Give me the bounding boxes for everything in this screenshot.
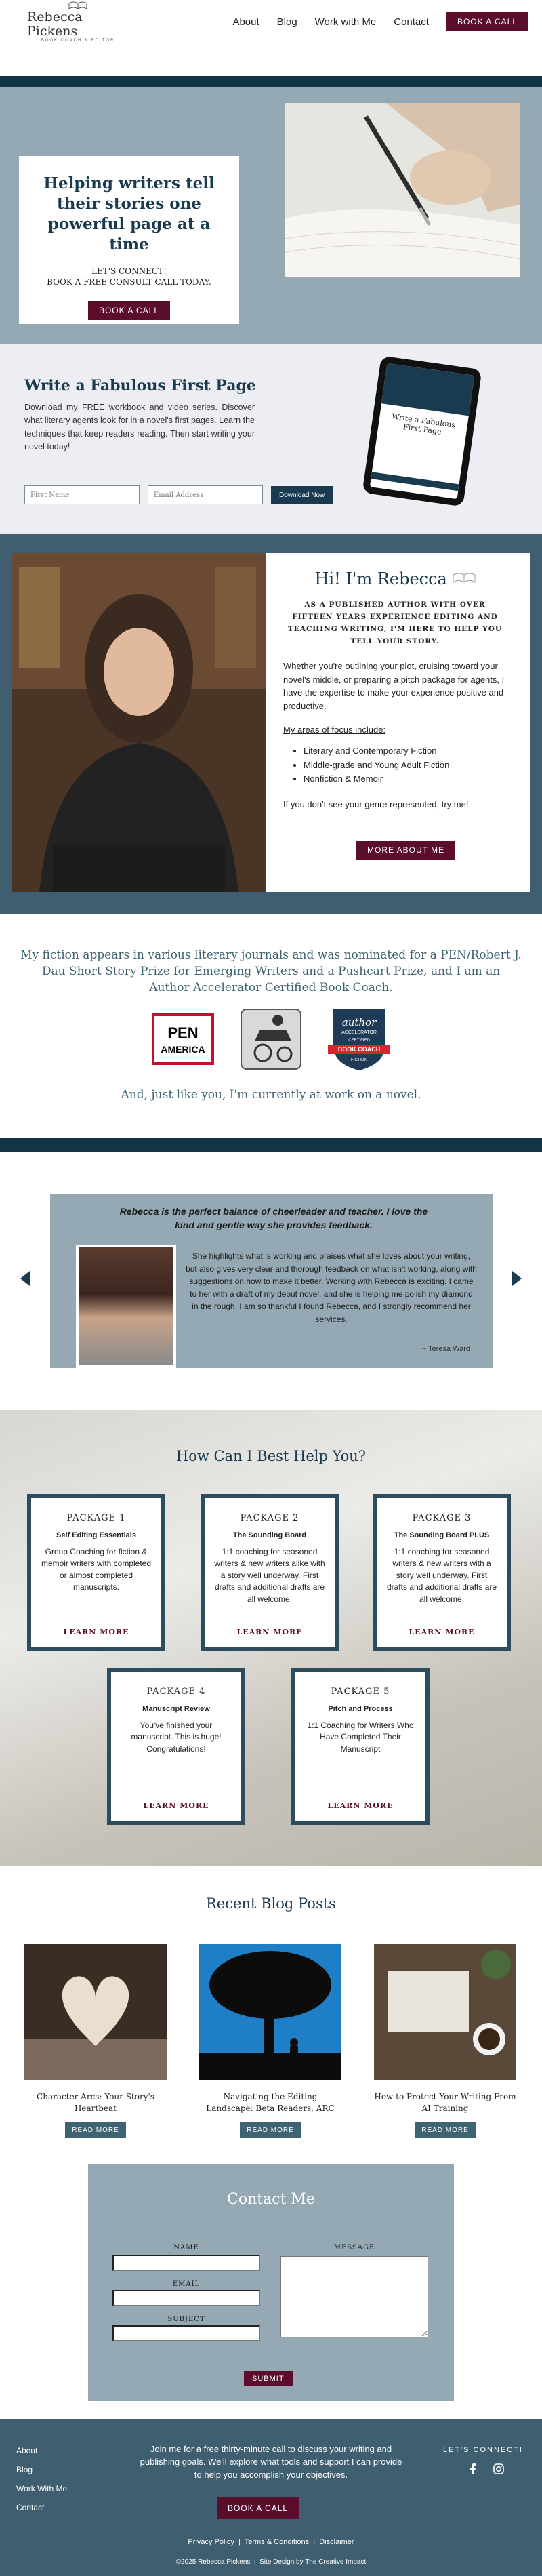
credentials-section [0, 914, 542, 1138]
hero-line-2: BOOK A FREE CONSULT CALL TODAY. [47, 277, 211, 287]
list-item: • Middle-grade and Young Adult Fiction [304, 759, 507, 772]
hero-book-call-button[interactable]: BOOK A CALL [88, 301, 170, 320]
about-greeting [283, 569, 507, 588]
post-image-tree-reader[interactable] [199, 1944, 341, 2080]
hero-card [19, 156, 239, 324]
package-name: PACKAGE 5 [331, 1687, 390, 1697]
package-name: PACKAGE 4 [146, 1687, 206, 1697]
separator: | [236, 2538, 245, 2546]
pen-text: PEN [167, 1024, 199, 1042]
contact-email-input[interactable] [112, 2290, 260, 2306]
facebook-icon[interactable] [467, 2463, 478, 2474]
workbook-title: Write a Fabulous First Page [24, 377, 256, 395]
footer-link-work-with-me[interactable]: Work With Me [16, 2484, 68, 2493]
learn-more-link[interactable]: LEARN MORE [327, 1801, 394, 1810]
site-header [0, 0, 542, 43]
separator: | [311, 2538, 320, 2546]
workbook-description: Download my FREE workbook and video series. Discover what literary agents look for in a novel's first pages. Learn the techniques that keep readers reading. Then start writing your novel today! [24, 403, 255, 452]
pushcart-prize-logo [237, 1005, 305, 1073]
main-nav [232, 12, 528, 31]
badge-author-text: author [341, 1016, 377, 1029]
badge-certified-text: CERTIFIED [348, 1039, 370, 1043]
badge-fiction-text: FICTION [351, 1058, 367, 1063]
package-name: PACKAGE 2 [240, 1513, 299, 1523]
rebecca-portrait [12, 553, 266, 892]
pen-america-logo [149, 1005, 217, 1073]
message-label: MESSAGE [333, 2244, 375, 2251]
post-title[interactable]: How to Protect Your Writing From AI Training [374, 2092, 516, 2113]
social-icons [467, 2463, 504, 2474]
package-description: You've finished your manuscript. This is huge! Congratulations! [131, 1720, 222, 1754]
contact-title: Contact Me [227, 2191, 315, 2208]
workbook-form [24, 485, 333, 504]
hero-title: Helping writers tell their stories one powerful page at a time [43, 174, 215, 254]
list-item: • Literary and Contemporary Fiction [304, 744, 507, 758]
testimonial-card [50, 1194, 493, 1368]
workbook-section [0, 344, 542, 534]
hero-section [0, 80, 542, 344]
footer-text: Join me for a free thirty-minute call to discuss your writing and publishing goals. We'll explore what tools and support I can provide to help you accomplish your objectives. [140, 2444, 402, 2480]
nav-blog[interactable]: Blog [276, 16, 297, 28]
lets-connect-label: LET'S CONNECT! [442, 2446, 523, 2454]
testimonial-author: ~ Teresa Ward [421, 1345, 470, 1353]
learn-more-link[interactable]: LEARN MORE [236, 1628, 303, 1636]
post-image-heart-book[interactable] [24, 1944, 167, 2080]
tablet-footer-bar [371, 472, 459, 491]
about-greeting-text: Hi! I'm Rebecca [314, 569, 447, 588]
testimonial-photo [76, 1245, 176, 1368]
name-input[interactable] [112, 2255, 260, 2271]
package-card-2 [201, 1494, 339, 1651]
list-item: • Nonfiction & Memoir [304, 772, 507, 786]
copyright [0, 2558, 542, 2566]
submit-button[interactable]: SUBMIT [244, 2371, 293, 2386]
post-title[interactable]: Character Arcs: Your Story's Heartbeat [37, 2092, 154, 2113]
read-more-button[interactable]: READ MORE [240, 2122, 301, 2138]
nav-work-with-me[interactable]: Work with Me [314, 16, 377, 28]
focus-list [283, 744, 507, 785]
logo[interactable] [27, 1, 129, 43]
logo-tagline: BOOK COACH & EDITOR [41, 38, 115, 43]
post-title[interactable]: Navigating the Editing Landscape: Beta Readers, ARC [206, 2092, 335, 2113]
disclaimer-link[interactable]: Disclaimer [319, 2538, 354, 2546]
blog-post-2 [199, 1944, 341, 2138]
package-subtitle: The Sounding Board [232, 1531, 307, 1539]
contact-section [0, 2164, 542, 2419]
post-image-desk-coffee[interactable] [374, 1944, 516, 2080]
america-text: AMERICA [161, 1044, 205, 1055]
package-description: 1:1 Coaching for Writers Who Have Completed Their Manuscript [307, 1720, 414, 1754]
email-label: EMAIL [172, 2280, 201, 2288]
learn-more-link[interactable]: LEARN MORE [63, 1628, 129, 1636]
badge-accelerator-text: ACCELERATOR [341, 1030, 377, 1036]
package-name: PACKAGE 1 [66, 1513, 126, 1523]
copyright-text: ©2025 Rebecca Pickens [175, 2558, 251, 2566]
blog-title: Recent Blog Posts [206, 1895, 336, 1912]
tablet-header-image [381, 363, 474, 416]
package-description: 1:1 coaching for seasoned writers & new writers alike with a story well underway. First drafts and additional drafts are all welcome. [214, 1547, 325, 1604]
package-description: 1:1 coaching for seasoned writers & new writers with a story well underway. First drafts and additional drafts are all welcome. [386, 1547, 497, 1604]
footer-links [16, 2446, 67, 2512]
credential-logos [0, 1005, 542, 1073]
learn-more-link[interactable]: LEARN MORE [143, 1801, 209, 1810]
next-arrow-icon[interactable] [512, 1271, 522, 1286]
footer-link-contact[interactable]: Contact [16, 2503, 45, 2512]
contact-form [88, 2164, 454, 2401]
terms-link[interactable]: Terms & Conditions [244, 2538, 310, 2546]
credentials-closing: And, just like you, I'm currently at work on a novel. [121, 1088, 421, 1102]
header-book-call-button[interactable]: BOOK A CALL [446, 12, 528, 31]
message-textarea[interactable] [280, 2256, 428, 2337]
credentials-text: My fiction appears in various literary journals and was nominated for a PEN/Robert J. Dau Short Story Prize for Emerging Writers and a Pushcart Prize, and I am an Author Accelerator Certified Book Coach. [20, 948, 522, 994]
package-card-1 [27, 1494, 165, 1651]
blog-section [0, 1866, 542, 2164]
book-icon [453, 572, 476, 584]
focus-label: My areas of focus include: [283, 725, 386, 736]
writing-hand-illustration [285, 103, 520, 277]
packages-title: How Can I Best Help You? [175, 1448, 367, 1464]
package-card-4 [107, 1668, 245, 1825]
hero-top-band [0, 76, 542, 87]
subject-input[interactable] [112, 2325, 260, 2341]
portrait-illustration [12, 553, 266, 892]
about-closing: If you don't see your genre represented, try me! [283, 799, 469, 809]
package-subtitle: Pitch and Process [328, 1705, 393, 1713]
footer-link-about[interactable]: About [16, 2446, 38, 2455]
logo-name: Rebecca Pickens [27, 9, 83, 39]
package-card-5 [291, 1668, 430, 1825]
package-subtitle: Self Editing Essentials [56, 1531, 136, 1539]
footer-link-blog[interactable]: Blog [16, 2465, 33, 2474]
site-design-credit[interactable]: Site Design by The Creative Impact [259, 2558, 367, 2566]
instagram-icon[interactable] [493, 2463, 504, 2474]
package-description: Group Coaching for fiction & memoir writers with completed or almost completed manuscripts. [41, 1547, 152, 1592]
learn-more-link[interactable]: LEARN MORE [409, 1628, 475, 1636]
blog-post-1 [24, 1944, 167, 2138]
blog-post-3 [374, 1944, 516, 2138]
badge-book-coach-text: BOOK COACH [337, 1046, 381, 1053]
package-subtitle: The Sounding Board PLUS [394, 1531, 490, 1539]
tablet-screen [370, 363, 474, 499]
hero-subtitle [33, 266, 226, 287]
tablet-title: Write a Fabulous First Page [391, 411, 456, 437]
previous-arrow-icon[interactable] [20, 1271, 30, 1286]
testimonial-section [0, 1152, 542, 1368]
hero-photo-writing-hand [285, 103, 520, 277]
section-divider [0, 1138, 542, 1152]
privacy-policy-link[interactable]: Privacy Policy [188, 2538, 234, 2546]
email-input[interactable] [148, 485, 263, 504]
separator: | [252, 2558, 260, 2566]
package-card-3 [373, 1494, 511, 1651]
read-more-button[interactable]: READ MORE [65, 2122, 126, 2138]
subject-label: SUBJECT [167, 2316, 205, 2323]
download-now-button[interactable]: Download Now [271, 486, 333, 504]
testimonial-body: She highlights what is working and praises what she loves about your writing, but also gives very clear and thorough feedback on what isn't working, along with suggestions on how to make it better. Working with Rebecca is exciting. I came to her with a draft of my debut novel, and she is helping me polish my diamond in the rough. I am so thankful I found Rebecca, and I strongly recommend her services. [186, 1251, 477, 1324]
about-lead: AS A PUBLISHED AUTHOR WITH OVER FIFTEEN YEARS EXPERIENCE EDITING AND TEACHING WRITING, I'M HERE TO HELP YOU TELL YOUR STORY. [287, 601, 502, 645]
packages-section [0, 1410, 542, 1866]
testimonial-quote: Rebecca is the perfect balance of cheerleader and teacher. I love the kind and gentle way she provides feedback. [119, 1206, 428, 1230]
more-about-me-button[interactable]: MORE ABOUT ME [356, 841, 455, 860]
about-paragraph: Whether you're outlining your plot, cruising toward your novel's middle, or preparing a pitch package for agents, I have the expertise to make your experience positive and productive. [283, 661, 505, 711]
nav-about[interactable]: About [232, 16, 259, 28]
first-name-input[interactable] [24, 485, 140, 504]
book-logo-icon [68, 1, 87, 10]
package-name: PACKAGE 3 [412, 1513, 472, 1523]
nav-contact[interactable]: Contact [394, 16, 429, 28]
about-section [0, 534, 542, 914]
read-more-button[interactable]: READ MORE [415, 2122, 476, 2138]
tablet-mockup [362, 356, 482, 507]
about-text [283, 569, 507, 809]
author-accelerator-badge [325, 1005, 393, 1073]
name-label: NAME [173, 2244, 199, 2251]
hero-line-1: LET'S CONNECT! [91, 266, 167, 276]
package-subtitle: Manuscript Review [142, 1705, 210, 1713]
footer-book-call-button[interactable]: BOOK A CALL [217, 2497, 299, 2519]
site-footer [0, 2419, 542, 2576]
